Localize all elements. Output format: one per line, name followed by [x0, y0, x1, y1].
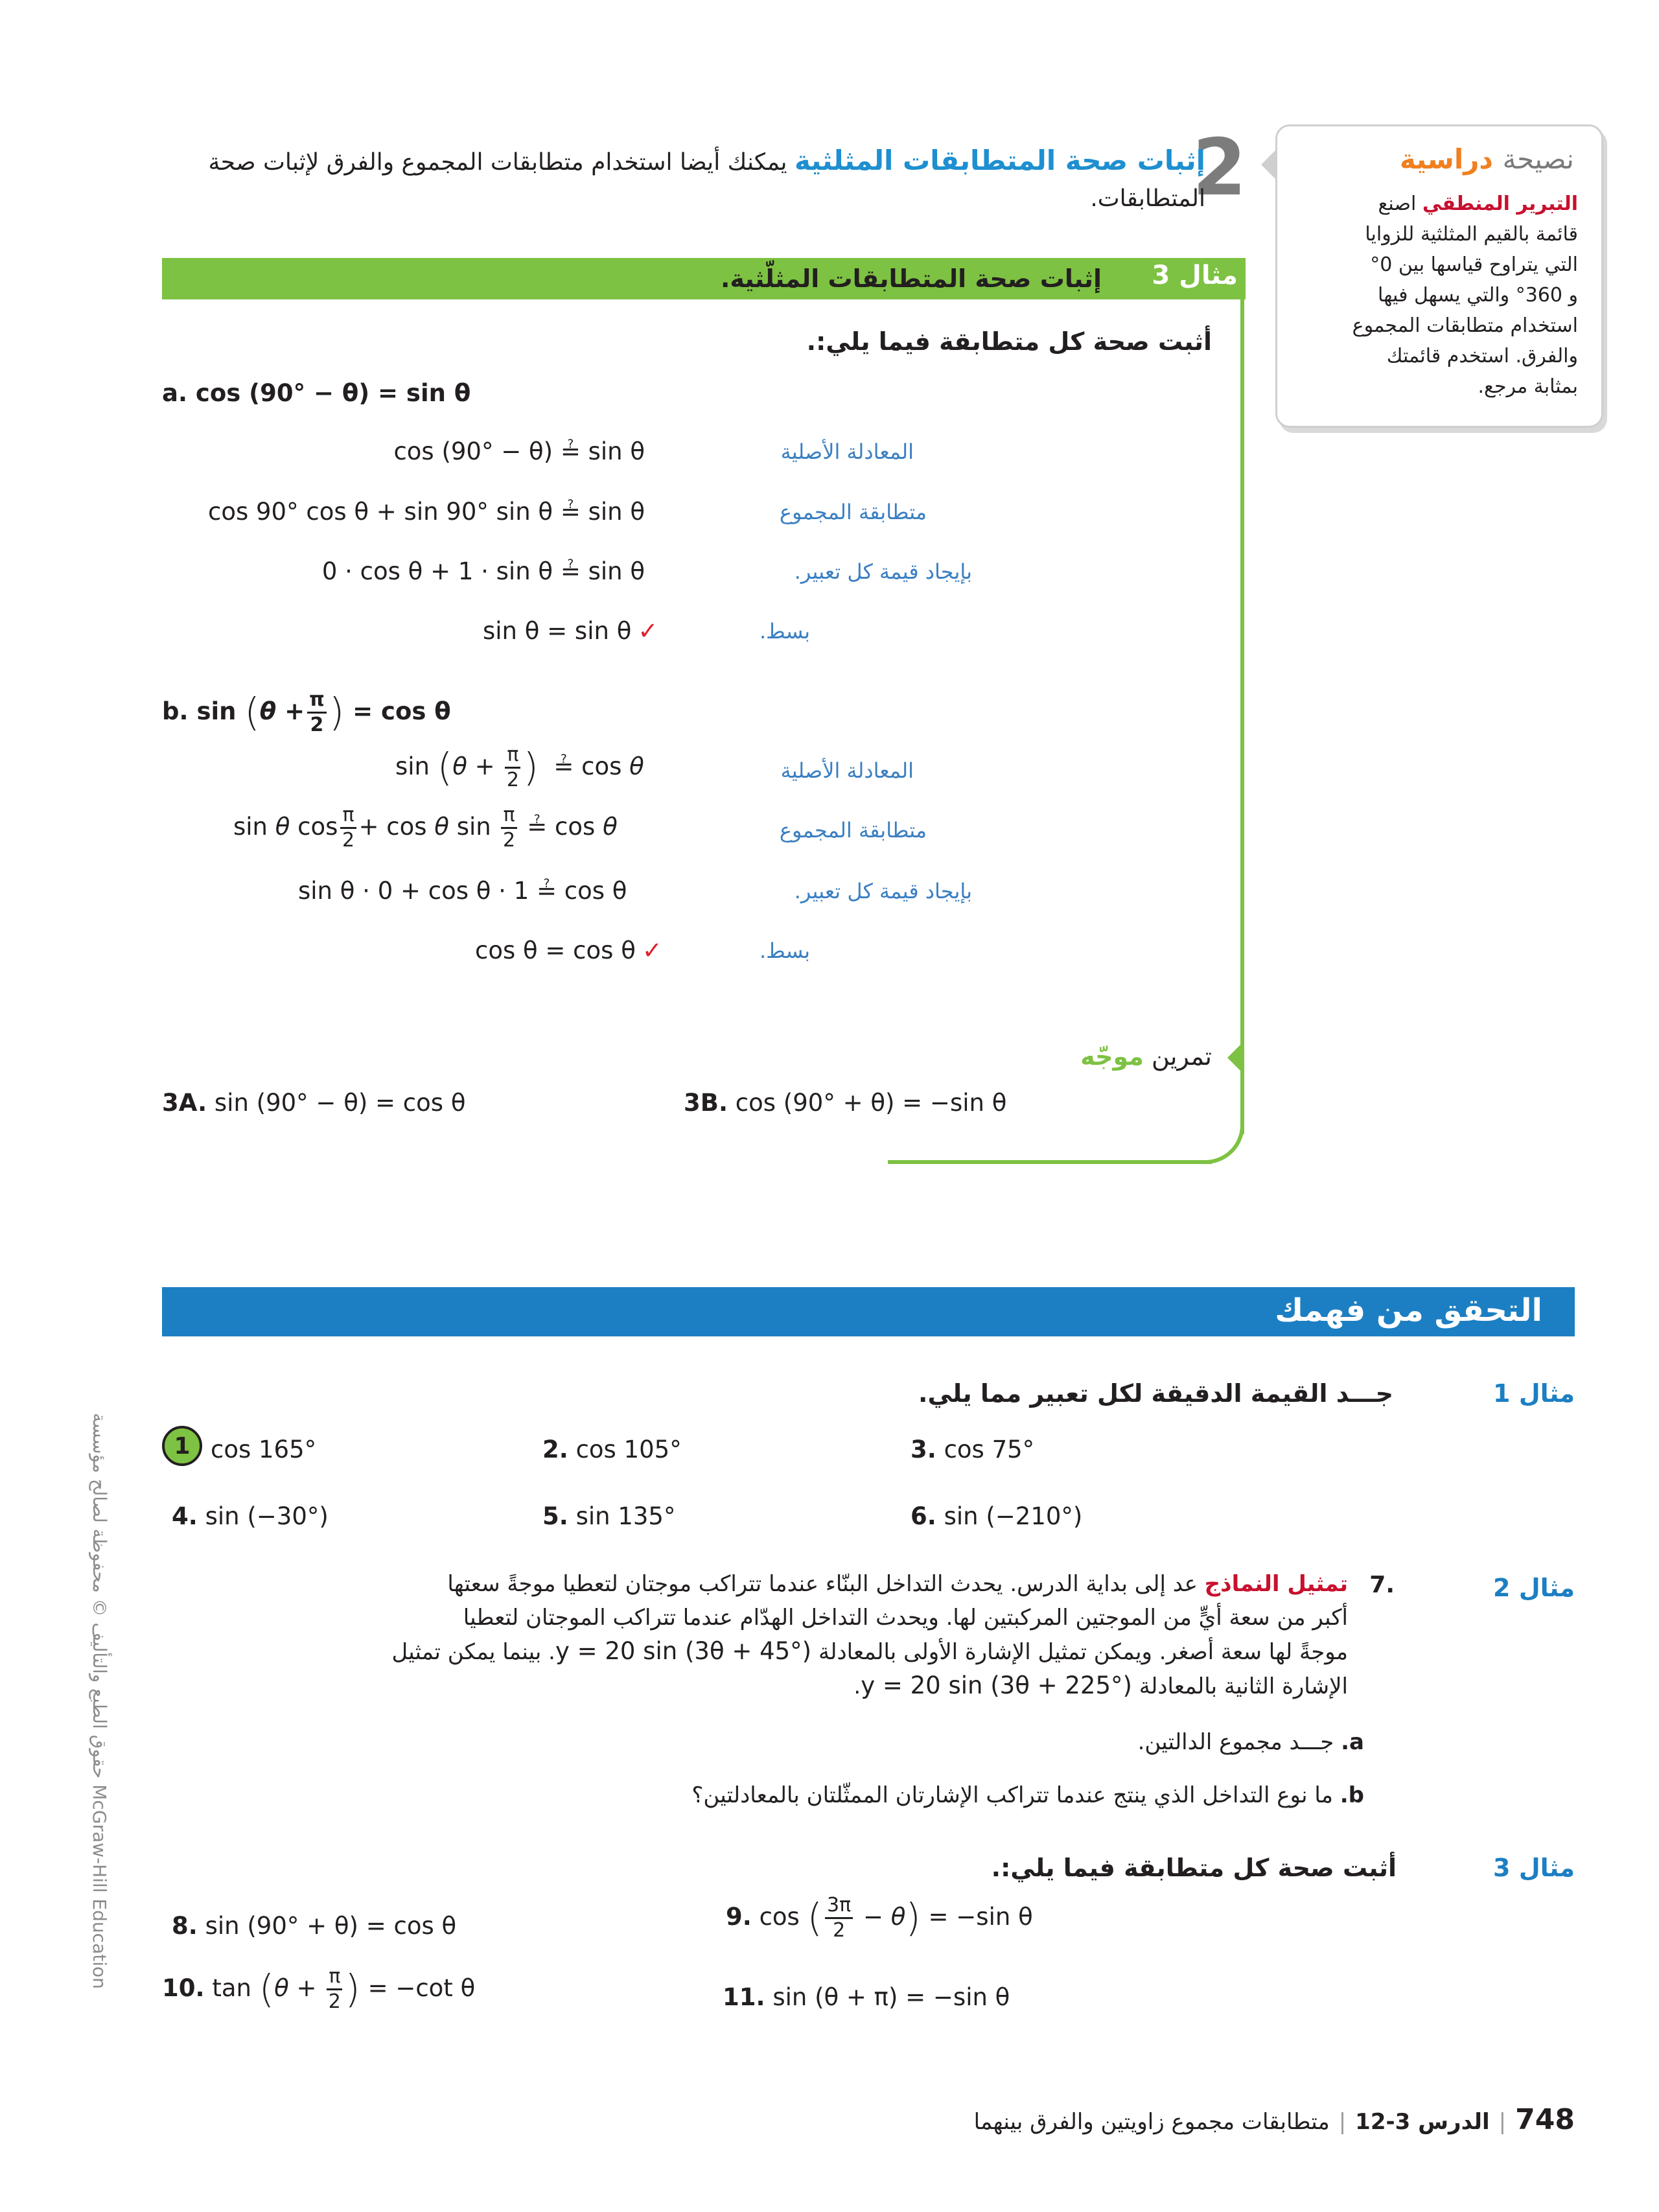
- instruction-3: أثبت صحة كل متطابقة فيما يلي:.: [991, 1854, 1397, 1882]
- question-11: 11. sin (θ + π) = −sin θ: [723, 1983, 1010, 2011]
- lesson-label: الدرس 3-12: [1355, 2109, 1490, 2135]
- check-understanding-title: التحقق من فهمك: [1275, 1292, 1542, 1329]
- example-border-bottom: [888, 1160, 1212, 1164]
- part-b-reason-2: متطابقة المجموع: [779, 818, 927, 843]
- part-a-statement: a. cos (90° − θ) = sin θ: [162, 379, 471, 407]
- part-a-step-2: cos 90° cos θ + sin 90° sin θ ≟ sin θ: [208, 498, 645, 526]
- guided-practice-label: تمرين موجّه: [1080, 1042, 1212, 1071]
- example-border-right: [1240, 298, 1244, 1134]
- check-mark-icon: ✓: [642, 937, 662, 964]
- study-tip-body: التبرير المنطقي اصنع قائمة بالقيم المثلثية للزوايا التي يتراوح قياسها بين 0° و 360° والتي يسهل فيها استخدام متطابقات المجموع والفرق. استخدم قائمتك بمثابة مرجع.: [1352, 192, 1578, 398]
- part-b-reason-1: المعادلة الأصلية: [780, 758, 914, 783]
- study-tip-box: [1275, 124, 1603, 428]
- guided-practice-arrow-icon: [1227, 1041, 1244, 1075]
- section-text: يمكنك أيضا استخدام متطابقات المجموع والفرق لإثبات صحة المتطابقات.: [208, 149, 1205, 212]
- part-a-reason-4: بسط.: [760, 619, 810, 644]
- check-mark-icon: ✓: [638, 617, 658, 645]
- page-number: 748: [1515, 2103, 1575, 2136]
- part-b-step-4: cos θ = cos θ ✓: [475, 937, 662, 964]
- question-7-text: تمثيل النماذج عد إلى بداية الدرس. يحدث التداخل البنّاء عندما تتراكب موجتان لتعطيا موجةً سعتها أكبر من سعة أيٍّ من الموجتين المركبتين لها. ويحدث التداخل الهدّام عندما تتراكب الموجتان لتعطيا موجةً لها سعة أصغر. ويمكن تمثيل الإشارة الأولى بالمعادلة y = 20 sin (3θ + 45°). بينما يمكن تمثيل الإشارة الثانية بالمعادلة y = 20 sin (3θ + 225°).: [391, 1571, 1348, 1699]
- page-footer: 748|الدرس 3-12|متطابقات مجموع زاويتين والفرق بينهما: [973, 2103, 1575, 2136]
- question-9: 9. cos ( $\frac{3\pi}{2}$ − θ) = −sin θ: [726, 1894, 1033, 1942]
- question-10: 10. tan (θ + $\frac{\pi}{2}$ ) = −cot θ: [162, 1965, 476, 2013]
- section-number: 2: [1192, 123, 1247, 213]
- part-a-step-4: sin θ = sin θ ✓: [483, 617, 658, 645]
- question-7b: b. ما نوع التداخل الذي ينتج عندما تتراكب الإشارتان الممثّلتان بالمعادلتين؟: [691, 1782, 1364, 1808]
- example-ref-2: مثال 2: [1493, 1574, 1575, 1602]
- question-8: 8. sin (90° + θ) = cos θ: [172, 1912, 457, 1940]
- question-1: cos 165°: [211, 1436, 317, 1463]
- question-6: 6. sin (−210°): [911, 1502, 1083, 1530]
- example-instruction: أثبت صحة كل متطابقة فيما يلي:.: [806, 327, 1212, 356]
- copyright-notice: حقوق الطبع والتأليف © محفوظة لصالح مؤسسة McGraw-Hill Education: [89, 1413, 110, 1989]
- part-b-step-1: sin (θ + $\frac{\pi}{2}$ ) ≟ cos θ: [395, 743, 644, 791]
- section-intro: [156, 143, 1205, 217]
- part-a-reason-2: متطابقة المجموع: [779, 500, 927, 524]
- study-tip-title: نصيحة دراسية: [1399, 143, 1574, 175]
- question-2: 2. cos 105°: [542, 1436, 682, 1463]
- instruction-1: جـــد القيمة الدقيقة لكل تعبير مما يلي.: [918, 1379, 1393, 1408]
- part-a-reason-3: بإيجاد قيمة كل تعبير.: [794, 559, 972, 584]
- question-5: 5. sin 135°: [542, 1502, 676, 1530]
- exercise-3a: 3A. sin (90° − θ) = cos θ: [162, 1089, 466, 1117]
- example-ref-1: مثال 1: [1493, 1379, 1575, 1408]
- part-b-statement: b. sin (θ + $\frac{\pi}{2}$ ) = cos θ: [162, 688, 451, 736]
- part-a-step-1: cos (90° − θ) ≟ sin θ: [393, 437, 645, 465]
- question-1-marker: 1: [162, 1426, 202, 1466]
- question-3: 3. cos 75°: [911, 1436, 1035, 1463]
- example-ref-3: مثال 3: [1493, 1854, 1575, 1882]
- example-tag: مثال 3: [1152, 261, 1238, 290]
- example-title: إثبات صحة المتطابقات المثلّثية.: [720, 264, 1102, 293]
- question-7a: a. جـــد مجموع الدالتين.: [1137, 1729, 1364, 1755]
- part-a-reason-1: المعادلة الأصلية: [780, 439, 914, 464]
- part-a-step-3: 0 · cos θ + 1 · sin θ ≟ sin θ: [321, 557, 645, 585]
- section-title: إثبات صحة المتطابقات المثلثية: [795, 145, 1205, 176]
- question-7-number: .7: [1369, 1572, 1395, 1598]
- part-b-step-3: sin θ · 0 + cos θ · 1 ≟ cos θ: [298, 877, 627, 905]
- part-b-reason-4: بسط.: [760, 938, 810, 963]
- lesson-title: متطابقات مجموع زاويتين والفرق بينهما: [973, 2109, 1330, 2135]
- example-border-corner: [1205, 1121, 1244, 1164]
- part-b-reason-3: بإيجاد قيمة كل تعبير.: [794, 879, 972, 903]
- exercise-3b: 3B. cos (90° + θ) = −sin θ: [684, 1089, 1007, 1117]
- study-tip-pointer: [1261, 149, 1277, 180]
- question-4: 4. sin (−30°): [172, 1502, 329, 1530]
- part-b-step-2: sin θ cos $\frac{\pi}{2}$ + cos θ sin $\frac{\pi}{2}$ ≟ cos θ: [233, 804, 618, 852]
